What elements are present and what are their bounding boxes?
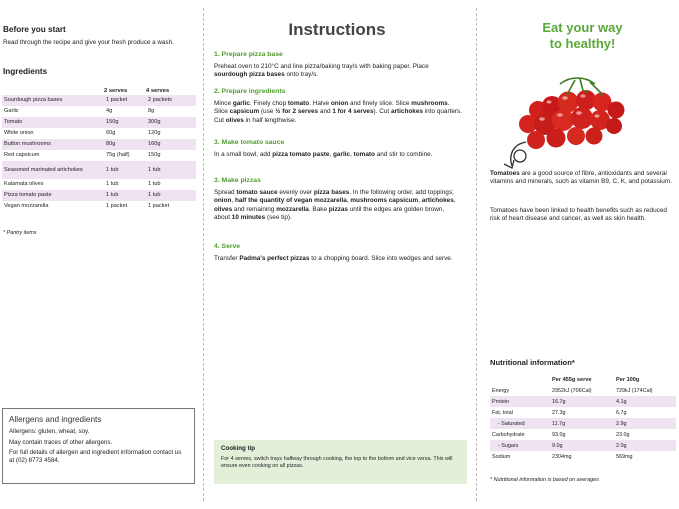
tomatoes-illustration xyxy=(490,62,640,172)
cooking-tip-text: For 4 serves, switch trays halfway through cooking, the top to the bottom and vice versa. This will ensure even cooking on all pizzas. xyxy=(221,456,453,469)
health-column xyxy=(486,0,679,509)
nutrition-note: * Nutritional information is based on averages xyxy=(490,477,599,483)
nutrient-name: Carbohydrate xyxy=(492,431,525,438)
step-title: 2. Prepare ingredients xyxy=(214,88,286,95)
step-text: Transfer Padma's perfect pizzas to a chopping board. Slice into wedges and serve. xyxy=(214,255,453,262)
allergen-title: Allergens and ingredients xyxy=(9,415,102,424)
nutrient-per-100g: 4.1g xyxy=(614,396,676,407)
ingredient-name: Button mushrooms xyxy=(2,139,104,150)
nutrient-name: Sodium xyxy=(492,453,511,460)
table-row xyxy=(2,161,196,179)
step-title: 3. Make tomato sauce xyxy=(214,139,285,146)
ingredient-qty-4: 300g xyxy=(146,117,196,128)
ingredient-qty-4: 120g xyxy=(148,130,161,137)
table-row xyxy=(490,440,676,451)
table-row xyxy=(2,201,196,212)
nutrition-header-label xyxy=(490,374,550,385)
before-you-start-heading: Before you start xyxy=(3,25,66,34)
instructions-column xyxy=(207,0,467,509)
ingredient-qty-4: 150g xyxy=(148,152,161,159)
ingredient-qty-2: 1 packet xyxy=(106,203,128,210)
column-divider xyxy=(203,8,204,501)
nutrient-per-serve: 93.0g xyxy=(552,431,566,438)
table-row xyxy=(490,451,676,462)
tomatoes-bold: Tomatoes xyxy=(490,170,520,177)
ingredients-heading: Ingredients xyxy=(3,67,48,76)
ingredient-qty-2: 150g xyxy=(104,117,146,128)
nutrient-name: Protein xyxy=(490,396,550,407)
ingredient-qty-4: 160g xyxy=(146,139,196,150)
instructions-title: Instructions xyxy=(288,20,386,39)
table-row xyxy=(2,179,196,190)
ingredient-qty-2: 1 tub xyxy=(104,190,146,201)
ingredient-qty-2: 1 tub xyxy=(106,181,119,188)
nutrient-per-serve: 2304mg xyxy=(552,453,572,460)
nutrient-per-100g: 569mg xyxy=(616,453,633,460)
allergen-box xyxy=(2,408,195,484)
nutrition-table xyxy=(490,374,676,462)
eat-line-1: Eat your way xyxy=(542,20,623,35)
nutrient-per-serve: 11.7g xyxy=(550,418,614,429)
ingredients-header-item xyxy=(2,83,104,95)
ingredient-name: Pizza tomato paste xyxy=(2,190,104,201)
ingredient-name: Kalamata olives xyxy=(4,181,44,188)
table-row xyxy=(2,128,196,139)
nutrient-per-serve: 9.0g xyxy=(550,440,614,451)
cooking-tip-title: Cooking tip xyxy=(221,445,256,452)
ingredients-header-4-serves: 4 serves xyxy=(146,88,170,94)
curved-arrow-icon xyxy=(504,142,526,168)
eat-line-2: to healthy! xyxy=(549,36,616,51)
ingredient-qty-2: 75g (half) xyxy=(106,152,130,159)
nutrient-per-serve: 2952kJ (706Cal) xyxy=(552,387,592,394)
ingredient-qty-4: 1 packet xyxy=(148,203,170,210)
nutrient-per-100g: 6.7g xyxy=(616,409,627,416)
tomato-benefits-paragraph xyxy=(490,170,674,186)
table-row xyxy=(490,407,676,418)
nutrient-name: - Saturated xyxy=(490,418,550,429)
left-column xyxy=(0,0,200,509)
step-title: 4. Serve xyxy=(214,243,241,250)
column-divider xyxy=(476,8,477,501)
eat-your-way-heading xyxy=(486,20,679,52)
tomatoes-image xyxy=(490,62,640,172)
ingredient-name: White onion xyxy=(4,130,34,137)
nutrient-per-100g: 23.0g xyxy=(616,431,630,438)
ingredient-qty-2: 1 tub xyxy=(104,161,146,179)
step-text: Spread tomato sauce evenly over pizza bases. In the following order, add toppings; onion, half the quantity of vegan mozzarella, mushrooms capsicum, artichokes, olives and remaining mozzarella. Bake pizzas until the edges are golden brown, about 10 minutes (see tip). xyxy=(214,189,456,221)
step-text: Preheat oven to 210°C and line pizza/baking tray/s with baking paper. Place sourdough pizza bases onto tray/s. xyxy=(214,63,429,79)
ingredient-qty-4: 1 tub xyxy=(146,161,196,179)
step-title: 3. Make pizzas xyxy=(214,177,261,184)
ingredients-table xyxy=(2,83,196,212)
ingredient-qty-4: 2 packets xyxy=(146,95,196,106)
ingredient-name: Vegan mozzarella xyxy=(4,203,49,210)
nutrient-name: Fat, total xyxy=(492,409,513,416)
table-row xyxy=(490,429,676,440)
step-text: Mince garlic. Finely chop tomato. Halve onion and finely slice. Slice mushrooms. Slice capsicum (use ½ for 2 serves and 1 for 4 serves). Cut artichokes into quarters. Cut olives in half lengthwise. xyxy=(214,100,463,124)
table-row xyxy=(2,95,196,106)
pantry-note: * Pantry items xyxy=(3,230,37,236)
step1-text-a: Preheat oven to 210°C and line pizza/baking tray/s with baking paper. Place xyxy=(214,63,429,70)
table-row xyxy=(2,150,196,161)
nutrition-title: Nutritional information* xyxy=(490,358,575,367)
nutrient-name: - Sugars xyxy=(490,440,550,451)
table-row xyxy=(490,385,676,396)
ingredients-header-row xyxy=(2,83,196,95)
nutrient-per-serve: 16.7g xyxy=(550,396,614,407)
ingredient-name: Tomato xyxy=(2,117,104,128)
table-row xyxy=(2,117,196,128)
ingredient-qty-2: 80g xyxy=(104,139,146,150)
ingredient-name: Sourdough pizza bases xyxy=(2,95,104,106)
ingredient-qty-4: 1 tub xyxy=(148,181,161,188)
ingredient-name: Seasoned marinated artichokes xyxy=(2,161,104,179)
table-row xyxy=(490,396,676,407)
nutrition-header-row xyxy=(490,374,676,385)
tomato-health-paragraph: Tomatoes have been linked to health benefits such as reduced risk of heart disease and cancer, as well as skin health. xyxy=(490,207,667,223)
before-you-start-text: Read through the recipe and give your fresh produce a wash. xyxy=(3,39,174,46)
allergen-trace-line: May contain traces of other allergens. xyxy=(9,438,113,446)
nutrient-per-serve: 27.3g xyxy=(552,409,566,416)
table-row xyxy=(490,418,676,429)
nutrition-header-per-serve: Per 455g serve xyxy=(552,376,592,383)
table-row xyxy=(2,190,196,201)
nutrient-per-100g: 729kJ (174Cal) xyxy=(616,387,653,394)
nutrient-per-100g: 2.0g xyxy=(614,440,676,451)
step-title: 1. Prepare pizza base xyxy=(214,51,283,58)
allergen-contact-line: For full details of allergen and ingredient information contact us at (02) 8773 4584. xyxy=(9,449,182,464)
ingredients-header-2-serves: 2 serves xyxy=(104,88,128,94)
cooking-tip-box xyxy=(214,440,467,484)
nutrient-name: Energy xyxy=(492,387,510,394)
ingredient-qty-4: 1 tub xyxy=(146,190,196,201)
tomatoes-benefits-text: are a good source of fibre, antioxidants and several vitamins and minerals, such as vitamin B9, C, K, and potassium. xyxy=(490,170,672,186)
ingredient-name: Garlic xyxy=(4,108,19,115)
ingredient-qty-4: 8g xyxy=(148,108,155,115)
ingredient-name: Red capsicum xyxy=(4,152,40,159)
step-text: In a small bowl, add pizza tomato paste, garlic, tomato and stir to combine. xyxy=(214,151,433,158)
ingredient-qty-2: 4g xyxy=(106,108,113,115)
nutrition-header-per-100g: Per 100g xyxy=(616,376,640,383)
table-row xyxy=(2,106,196,117)
table-row xyxy=(2,139,196,150)
allergen-line: Allergens: gluten, wheat, soy. xyxy=(9,428,90,435)
nutrient-per-100g: 2.9g xyxy=(614,418,676,429)
ingredient-qty-2: 1 packet xyxy=(104,95,146,106)
ingredient-qty-2: 60g xyxy=(106,130,116,137)
